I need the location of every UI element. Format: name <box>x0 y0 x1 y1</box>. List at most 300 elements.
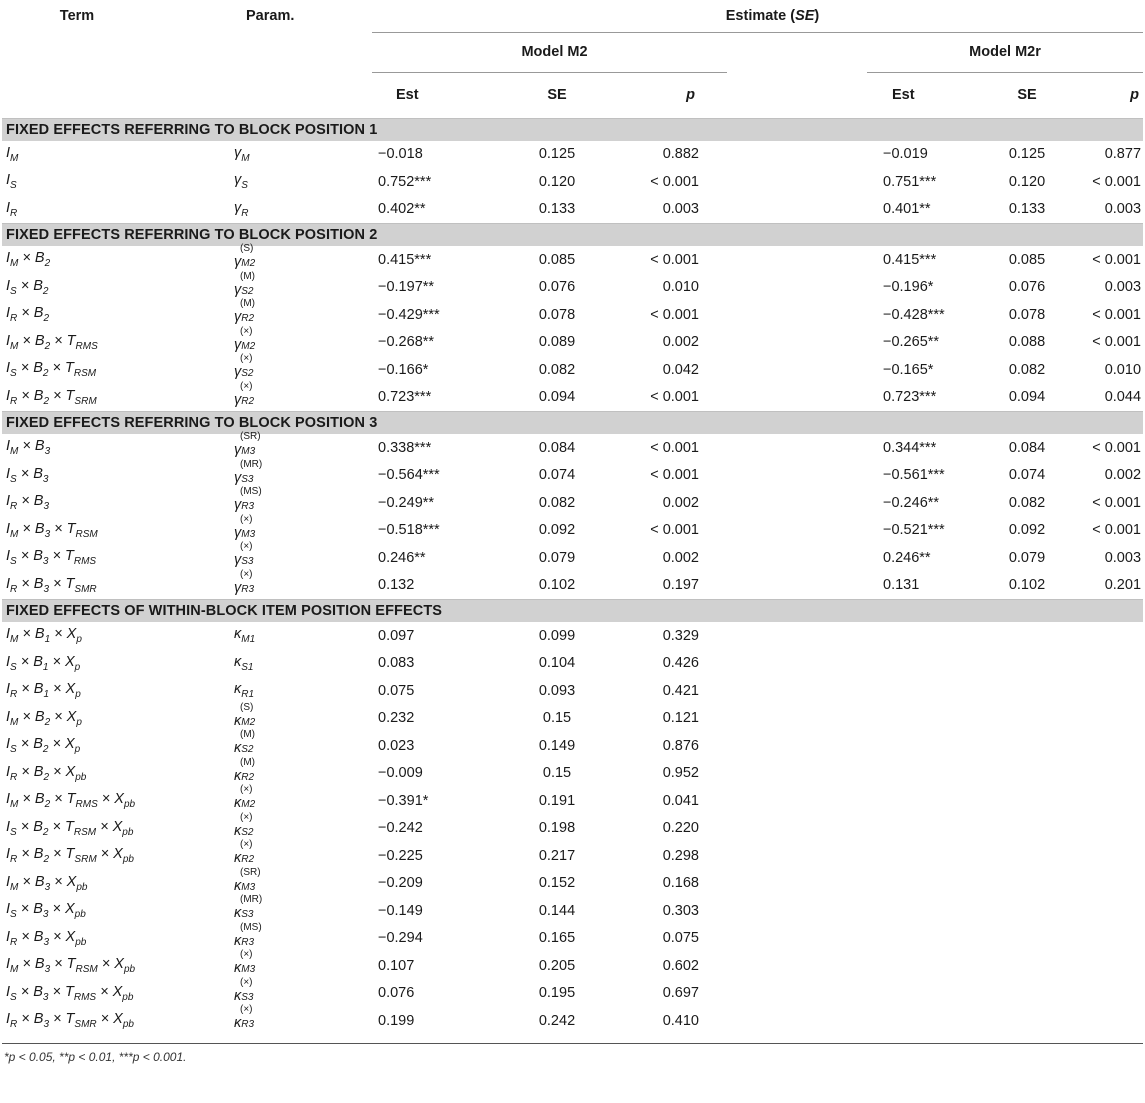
table-row <box>2 1007 1143 1035</box>
p-value-cell: 0.426 <box>662 655 699 672</box>
p-value-cell-m2r: < 0.001 <box>1092 173 1142 190</box>
se-cell: 0.165 <box>538 930 576 947</box>
header-p-1: p <box>686 87 695 103</box>
p-value-cell-m2r: < 0.001 <box>1092 494 1142 511</box>
term-cell: $I_M \times B_2$ <box>6 250 51 270</box>
estimate-cell: 0.415*** <box>378 251 432 268</box>
se-cell-m2r <box>977 870 1077 898</box>
p-value-cell: < 0.001 <box>650 522 699 539</box>
term-cell: $I_R \times B_1 \times X_p$ <box>6 681 81 701</box>
p-value-cell-m2r <box>1077 622 1143 650</box>
estimate-cell-m2r <box>867 897 977 925</box>
se-cell: 0.078 <box>538 306 576 323</box>
spacer-cell <box>727 925 867 953</box>
table-row <box>2 732 1143 760</box>
term-cell: $I_S \times B_3 \times T_{RMS} \times X_{pb}$ <box>6 983 134 1003</box>
p-value-cell: 0.410 <box>662 1012 699 1029</box>
se-cell-m2r <box>977 952 1077 980</box>
param-cell: κ (S) M2 <box>234 701 256 729</box>
p-value-cell-m2r <box>1077 650 1143 678</box>
table-row <box>2 705 1143 733</box>
spacer-cell <box>727 870 867 898</box>
param-cell: κ (×) S2 <box>234 811 254 839</box>
estimate-cell-m2r <box>867 925 977 953</box>
estimate-cell-m2r <box>867 815 977 843</box>
section-title: FIXED EFFECTS REFERRING TO BLOCK POSITION 3 <box>2 412 1143 435</box>
param-cell: κ (MS) R3 <box>234 921 262 949</box>
estimate-cell: 0.402** <box>378 201 426 218</box>
table-row <box>2 980 1143 1008</box>
p-value-cell: 0.329 <box>662 627 699 644</box>
section-header <box>2 224 1143 247</box>
se-cell: 0.205 <box>538 957 576 974</box>
p-value-cell-m2r <box>1077 815 1143 843</box>
p-value-cell-m2r: 0.877 <box>1104 146 1142 163</box>
spacer-cell <box>727 141 867 169</box>
table-footnote: *p < 0.05, **p < 0.01, ***p < 0.001. <box>4 1049 187 1064</box>
estimate-cell: −0.249** <box>378 494 435 511</box>
table-row <box>2 434 1143 462</box>
p-value-cell: 0.220 <box>662 820 699 837</box>
estimate-cell-m2r: 0.415*** <box>883 251 937 268</box>
se-cell: 0.191 <box>538 792 576 809</box>
table-row <box>2 677 1143 705</box>
se-cell-m2r: 0.078 <box>1008 306 1046 323</box>
p-value-cell: 0.002 <box>662 494 699 511</box>
term-cell: $I_M \times B_2 \times T_{RMS} \times X_{pb}$ <box>6 791 136 811</box>
estimate-cell: 0.752*** <box>378 173 432 190</box>
results-table <box>2 0 1143 1044</box>
p-value-cell-m2r: 0.003 <box>1104 549 1142 566</box>
section-title: FIXED EFFECTS REFERRING TO BLOCK POSITION 1 <box>2 118 1143 141</box>
param-cell: κ (×) R3 <box>234 1004 255 1031</box>
table-row <box>2 842 1143 870</box>
estimate-cell-m2r <box>867 677 977 705</box>
header-model-m2r: Model M2r <box>867 32 1143 72</box>
se-cell: 0.15 <box>542 710 572 727</box>
se-cell-m2r <box>977 622 1077 650</box>
p-value-cell-m2r <box>1077 925 1143 953</box>
se-cell-m2r: 0.079 <box>1008 549 1046 566</box>
estimate-cell-m2r: 0.131 <box>883 577 920 594</box>
p-value-cell: 0.002 <box>662 334 699 351</box>
p-value-cell: 0.042 <box>662 361 699 378</box>
estimate-cell-m2r: −0.165* <box>883 361 934 378</box>
se-cell: 0.084 <box>538 439 576 456</box>
p-value-cell-m2r: 0.201 <box>1104 577 1142 594</box>
term-cell: $I_R \times B_3$ <box>6 493 50 513</box>
param-cell: $\gamma_S$ <box>234 172 248 192</box>
estimate-cell: 0.199 <box>378 1012 415 1029</box>
estimate-cell: −0.166* <box>378 361 429 378</box>
se-cell: 0.120 <box>538 173 576 190</box>
header-p-2: p <box>1130 87 1140 103</box>
term-cell: $I_S \times B_3 \times X_{pb}$ <box>6 901 86 921</box>
param-cell: κ (×) M3 <box>234 949 256 976</box>
estimate-cell-m2r: −0.019 <box>883 146 928 163</box>
estimate-cell-m2r: −0.246** <box>883 494 940 511</box>
term-cell: $I_M \times B_3$ <box>6 438 51 458</box>
param-cell: γ (×) M2 <box>234 325 256 353</box>
table-row <box>2 141 1143 169</box>
spacer-cell <box>727 246 867 274</box>
se-cell-m2r: 0.088 <box>1008 334 1046 351</box>
table-row <box>2 168 1143 196</box>
se-cell: 0.198 <box>538 820 576 837</box>
term-cell: $I_R \times B_2 \times T_{SRM}$ <box>6 387 97 407</box>
se-cell: 0.217 <box>538 847 576 864</box>
spacer-cell <box>727 650 867 678</box>
se-cell: 0.15 <box>542 765 572 782</box>
se-cell-m2r <box>977 842 1077 870</box>
table-row <box>2 196 1143 224</box>
p-value-cell-m2r <box>1077 677 1143 705</box>
table-row <box>2 301 1143 329</box>
table-row <box>2 952 1143 980</box>
estimate-cell: −0.018 <box>378 146 423 163</box>
table-row <box>2 462 1143 490</box>
estimate-cell-m2r <box>867 787 977 815</box>
section-header <box>2 600 1143 623</box>
se-cell: 0.152 <box>538 875 576 892</box>
term-cell: $I_R$ <box>6 199 18 219</box>
spacer-cell <box>727 980 867 1008</box>
p-value-cell-m2r: < 0.001 <box>1092 306 1142 323</box>
param-cell: κ (×) M2 <box>234 784 256 811</box>
table-row <box>2 274 1143 302</box>
section-header <box>2 412 1143 435</box>
se-cell: 0.079 <box>538 549 576 566</box>
p-value-cell: 0.010 <box>662 279 699 296</box>
p-value-cell-m2r <box>1077 980 1143 1008</box>
table-row <box>2 622 1143 650</box>
spacer-cell <box>727 356 867 384</box>
param-cell: κ (×) S3 <box>234 976 254 1004</box>
estimate-cell-m2r <box>867 842 977 870</box>
term-cell: $I_S$ <box>6 172 17 192</box>
se-cell-m2r <box>977 925 1077 953</box>
se-cell-m2r: 0.082 <box>1008 361 1046 378</box>
estimate-cell-m2r: −0.561*** <box>883 467 945 484</box>
param-cell: γ (×) M3 <box>234 513 256 541</box>
spacer-cell <box>727 489 867 517</box>
param-cell: $\kappa_{R1}$ <box>234 681 255 701</box>
estimate-cell-m2r <box>867 980 977 1008</box>
spacer-cell <box>727 622 867 650</box>
term-cell: $I_S \times B_3 \times T_{RMS}$ <box>6 548 97 568</box>
estimate-cell: −0.225 <box>378 847 423 864</box>
table-row <box>2 384 1143 412</box>
se-cell-m2r: 0.120 <box>1008 173 1046 190</box>
estimate-cell-m2r <box>867 952 977 980</box>
table-row <box>2 925 1143 953</box>
p-value-cell: < 0.001 <box>650 439 699 456</box>
term-cell: $I_R \times B_2 \times T_{SRM} \times X_{pb}$ <box>6 846 134 866</box>
param-cell: γ (×) S2 <box>234 353 254 380</box>
se-cell: 0.092 <box>538 522 576 539</box>
spacer-cell <box>727 301 867 329</box>
section-header <box>2 118 1143 141</box>
p-value-cell-m2r: < 0.001 <box>1092 251 1142 268</box>
estimate-cell: −0.429*** <box>378 306 440 323</box>
se-cell-m2r <box>977 897 1077 925</box>
estimate-cell-m2r: −0.428*** <box>883 306 945 323</box>
estimate-cell-m2r <box>867 622 977 650</box>
estimate-cell: 0.246** <box>378 549 426 566</box>
se-cell-m2r: 0.074 <box>1008 467 1046 484</box>
p-value-cell-m2r: < 0.001 <box>1092 439 1142 456</box>
p-value-cell-m2r <box>1077 870 1143 898</box>
spacer-cell <box>727 196 867 224</box>
param-cell: γ (M) S2 <box>234 270 255 298</box>
p-value-cell: 0.303 <box>662 902 699 919</box>
table-row <box>2 870 1143 898</box>
term-cell: $I_R \times B_3 \times T_{SMR} \times X_{pb}$ <box>6 1011 134 1031</box>
se-cell: 0.133 <box>538 201 576 218</box>
p-value-cell: 0.002 <box>662 549 699 566</box>
p-value-cell: 0.041 <box>662 792 699 809</box>
section-title: FIXED EFFECTS OF WITHIN-BLOCK ITEM POSITION EFFECTS <box>2 600 1143 623</box>
param-cell: $\gamma_M$ <box>234 144 250 164</box>
header-est-1: Est <box>396 87 419 103</box>
spacer-cell <box>727 462 867 490</box>
se-cell-m2r <box>977 980 1077 1008</box>
estimate-cell: 0.083 <box>378 655 415 672</box>
term-cell: $I_S \times B_2$ <box>6 277 49 297</box>
table-row <box>2 517 1143 545</box>
p-value-cell: 0.882 <box>662 146 699 163</box>
p-value-cell: 0.952 <box>662 765 699 782</box>
estimate-cell-m2r: 0.723*** <box>883 389 937 406</box>
param-cell: κ (MR) S3 <box>234 894 263 921</box>
param-cell: $\gamma_R$ <box>234 199 249 219</box>
spacer-cell <box>727 517 867 545</box>
param-cell: γ (S) M2 <box>234 243 256 270</box>
spacer-cell <box>727 842 867 870</box>
estimate-cell: −0.149 <box>378 902 423 919</box>
p-value-cell: 0.876 <box>662 737 699 754</box>
se-cell-m2r <box>977 815 1077 843</box>
term-cell: $I_R \times B_3 \times X_{pb}$ <box>6 928 87 948</box>
estimate-cell: 0.132 <box>378 577 415 594</box>
estimate-cell-m2r: −0.196* <box>883 279 934 296</box>
table-row <box>2 356 1143 384</box>
term-cell: $I_S \times B_2 \times T_{RSM}$ <box>6 360 97 380</box>
p-value-cell-m2r: 0.002 <box>1104 467 1142 484</box>
se-cell: 0.082 <box>538 361 576 378</box>
p-value-cell-m2r <box>1077 732 1143 760</box>
param-cell: γ (×) S3 <box>234 541 254 568</box>
estimate-cell-m2r <box>867 650 977 678</box>
term-cell: $I_S \times B_3$ <box>6 465 49 485</box>
se-cell-m2r: 0.133 <box>1008 201 1046 218</box>
param-cell: κ (M) S2 <box>234 729 255 756</box>
estimate-cell: −0.518*** <box>378 522 440 539</box>
spacer-cell <box>727 705 867 733</box>
spacer-cell <box>727 544 867 572</box>
spacer-cell <box>727 1007 867 1035</box>
se-cell-m2r: 0.085 <box>1008 251 1046 268</box>
se-cell: 0.104 <box>538 655 576 672</box>
term-cell: $I_M$ <box>6 144 19 164</box>
term-cell: $I_M \times B_1 \times X_p$ <box>6 626 82 646</box>
estimate-cell-m2r: 0.401** <box>883 201 931 218</box>
p-value-cell-m2r <box>1077 787 1143 815</box>
spacer-cell <box>727 677 867 705</box>
se-cell: 0.102 <box>538 577 576 594</box>
se-cell: 0.093 <box>538 682 576 699</box>
p-value-cell-m2r <box>1077 952 1143 980</box>
term-cell: $I_M \times B_3 \times T_{RSM}$ <box>6 520 98 540</box>
spacer-cell <box>727 329 867 357</box>
p-value-cell-m2r: < 0.001 <box>1092 334 1142 351</box>
spacer-cell <box>727 760 867 788</box>
spacer-cell <box>727 897 867 925</box>
estimate-cell-m2r: −0.265** <box>883 334 940 351</box>
p-value-cell-m2r <box>1077 1007 1143 1035</box>
estimate-cell: 0.723*** <box>378 389 432 406</box>
se-cell: 0.094 <box>538 389 576 406</box>
estimate-cell: 0.338*** <box>378 439 432 456</box>
se-cell-m2r: 0.076 <box>1008 279 1046 296</box>
param-cell: γ (MR) S3 <box>234 458 263 486</box>
param-cell: γ (×) R3 <box>234 568 255 596</box>
se-cell: 0.076 <box>538 279 576 296</box>
term-cell: $I_R \times B_2$ <box>6 305 50 325</box>
term-cell: $I_S \times B_1 \times X_p$ <box>6 653 81 673</box>
param-cell: γ (×) R2 <box>234 380 255 408</box>
se-cell: 0.074 <box>538 467 576 484</box>
se-cell: 0.242 <box>538 1012 576 1029</box>
estimate-cell: −0.209 <box>378 875 423 892</box>
param-cell: γ (SR) M3 <box>234 431 261 458</box>
param-cell: κ (×) R2 <box>234 839 255 866</box>
header-term: Term <box>59 8 95 24</box>
term-cell: $I_S \times B_2 \times X_p$ <box>6 736 81 756</box>
estimate-cell-m2r <box>867 1007 977 1035</box>
p-value-cell: < 0.001 <box>650 173 699 190</box>
estimate-cell-m2r: 0.344*** <box>883 439 937 456</box>
se-cell: 0.195 <box>538 985 576 1002</box>
se-cell: 0.149 <box>538 737 576 754</box>
table-row <box>2 760 1143 788</box>
p-value-cell: 0.602 <box>662 957 699 974</box>
estimate-cell: 0.023 <box>378 737 415 754</box>
param-cell: κ (SR) M3 <box>234 866 261 894</box>
p-value-cell: 0.697 <box>662 985 699 1002</box>
p-value-cell: < 0.001 <box>650 306 699 323</box>
p-value-cell-m2r <box>1077 760 1143 788</box>
estimate-cell-m2r <box>867 870 977 898</box>
spacer-cell <box>727 434 867 462</box>
spacer-cell <box>727 384 867 412</box>
estimate-cell: −0.268** <box>378 334 435 351</box>
p-value-cell-m2r: 0.044 <box>1104 389 1142 406</box>
se-cell: 0.144 <box>538 902 576 919</box>
spacer-cell <box>727 572 867 600</box>
p-value-cell: < 0.001 <box>650 467 699 484</box>
estimate-cell-m2r: 0.751*** <box>883 173 937 190</box>
se-cell-m2r: 0.082 <box>1008 494 1046 511</box>
table-row <box>2 787 1143 815</box>
p-value-cell: 0.003 <box>662 201 699 218</box>
p-value-cell: 0.421 <box>662 682 699 699</box>
param-cell: $\kappa_{S1}$ <box>234 653 254 673</box>
p-value-cell-m2r: < 0.001 <box>1092 522 1142 539</box>
header-se-2: SE <box>1017 87 1037 103</box>
estimate-cell: −0.242 <box>378 820 423 837</box>
se-cell-m2r: 0.084 <box>1008 439 1046 456</box>
param-cell: κ (M) R2 <box>234 756 255 784</box>
se-cell-m2r: 0.092 <box>1008 522 1046 539</box>
se-cell-m2r: 0.125 <box>1008 146 1046 163</box>
se-cell: 0.085 <box>538 251 576 268</box>
table-row <box>2 650 1143 678</box>
spacer-cell <box>727 787 867 815</box>
se-cell-m2r <box>977 677 1077 705</box>
se-cell-m2r <box>977 650 1077 678</box>
term-cell: $I_M \times B_3 \times T_{RSM} \times X_{pb}$ <box>6 956 136 976</box>
header-param: Param. <box>246 8 295 24</box>
p-value-cell-m2r: 0.003 <box>1104 279 1142 296</box>
table-row <box>2 815 1143 843</box>
se-cell: 0.125 <box>538 146 576 163</box>
estimate-cell: 0.232 <box>378 710 415 727</box>
spacer-cell <box>727 815 867 843</box>
estimate-cell-m2r <box>867 705 977 733</box>
p-value-cell: 0.075 <box>662 930 699 947</box>
p-value-cell: 0.121 <box>662 710 699 727</box>
term-cell: $I_M \times B_3 \times X_{pb}$ <box>6 873 88 893</box>
estimate-cell: −0.294 <box>378 930 423 947</box>
param-cell: $\kappa_{M1}$ <box>234 626 256 646</box>
table-row <box>2 572 1143 600</box>
estimate-cell-m2r <box>867 732 977 760</box>
p-value-cell-m2r: 0.010 <box>1104 361 1142 378</box>
header-est-2: Est <box>892 87 915 103</box>
spacer-cell <box>727 732 867 760</box>
header-model-m2: Model M2 <box>372 32 727 72</box>
estimate-cell: −0.391* <box>378 792 429 809</box>
term-cell: $I_R \times B_2 \times X_{pb}$ <box>6 763 87 783</box>
se-cell-m2r: 0.102 <box>1008 577 1046 594</box>
se-cell-m2r <box>977 1007 1077 1035</box>
term-cell: $I_R \times B_3 \times T_{SMR}$ <box>6 575 97 595</box>
estimate-cell: −0.009 <box>378 765 423 782</box>
estimate-cell: −0.197** <box>378 279 435 296</box>
param-cell: γ (MS) R3 <box>234 486 262 513</box>
term-cell: $I_M \times B_2 \times X_p$ <box>6 708 82 728</box>
estimate-cell-m2r <box>867 760 977 788</box>
term-cell: $I_M \times B_2 \times T_{RMS}$ <box>6 332 98 352</box>
table-row <box>2 544 1143 572</box>
p-value-cell: < 0.001 <box>650 251 699 268</box>
se-cell-m2r <box>977 732 1077 760</box>
se-cell-m2r <box>977 787 1077 815</box>
p-value-cell-m2r: 0.003 <box>1104 201 1142 218</box>
p-value-cell: 0.168 <box>662 875 699 892</box>
estimate-cell: 0.097 <box>378 627 415 644</box>
p-value-cell: 0.197 <box>662 577 699 594</box>
p-value-cell-m2r <box>1077 897 1143 925</box>
p-value-cell-m2r <box>1077 842 1143 870</box>
header-estimate: Estimate (SE) <box>725 8 820 24</box>
estimate-cell: 0.107 <box>378 957 415 974</box>
p-value-cell: < 0.001 <box>650 389 699 406</box>
se-cell-m2r <box>977 705 1077 733</box>
se-cell: 0.089 <box>538 334 576 351</box>
estimate-cell: 0.075 <box>378 682 415 699</box>
